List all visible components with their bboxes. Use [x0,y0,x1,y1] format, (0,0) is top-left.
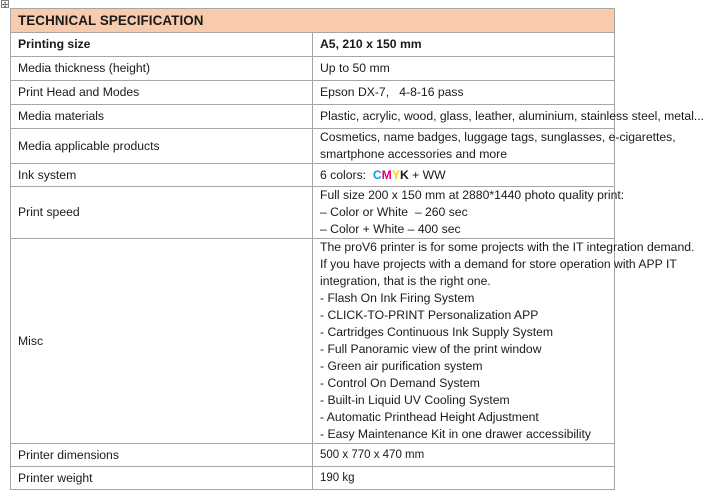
value-line: – Color + White – 400 sec [320,222,461,236]
row-label: Media materials [11,105,313,129]
value-line: The proV6 printer is for some projects with the IT integration demand. [320,240,695,254]
row-value: Up to 50 mm [313,57,615,81]
row-label: Printer weight [11,467,313,490]
value-line: - Cartridges Continuous Ink Supply System [320,325,554,339]
value-line: integration, that is the right one. [320,274,491,288]
value-line: - Built-in Liquid UV Cooling System [320,393,510,407]
row-label: Printer dimensions [11,444,313,467]
value-line: Cosmetics, name badges, luggage tags, sunglasses, e-cigarettes, [320,130,676,144]
table-row [11,81,615,105]
row-value [313,239,695,444]
row-label: Misc [11,239,313,444]
value-line: - Easy Maintenance Kit in one drawer accessibility [320,427,591,441]
ink-yellow: Y [391,167,400,182]
ink-black: K [399,167,409,182]
table-row [11,467,615,490]
table-row [11,444,615,467]
value-line: If you have projects with a demand for store operation with APP IT [320,257,677,271]
table-row [11,129,615,164]
table-move-handle-icon[interactable]: ✣ [2,1,8,9]
value-line: - Full Panoramic view of the print window [320,342,542,356]
ink-suffix: + WW [408,167,446,182]
row-label: Print Head and Modes [11,81,313,105]
value-line: Full size 200 x 150 mm at 2880*1440 photo quality print: [320,188,625,202]
row-value: A5, 210 x 150 mm [313,33,615,57]
table-row [11,164,615,187]
spec-table [10,8,704,490]
table-title: TECHNICAL SPECIFICATION [11,9,615,33]
row-label: Printing size [11,33,313,57]
table-row [11,239,615,444]
table-row [11,33,615,57]
value-line: smartphone accessories and more [320,147,507,161]
value-line: - Automatic Printhead Height Adjustment [320,410,539,424]
ink-prefix: 6 colors: [320,167,373,182]
row-label: Media thickness (height) [11,57,313,81]
value-line: - Flash On Ink Firing System [320,291,475,305]
value-line: – Color or White – 260 sec [320,205,468,219]
row-value [313,164,615,187]
row-value: 500 x 770 x 470 mm [313,444,615,467]
row-label: Print speed [11,187,313,239]
row-value: 190 kg [313,467,615,490]
ink-cyan: C [372,167,382,182]
row-value: Epson DX-7, 4-8-16 pass [313,81,615,105]
value-line: - Green air purification system [320,359,483,373]
value-line: - Control On Demand System [320,376,480,390]
table-row [11,57,615,81]
row-label: Ink system [11,164,313,187]
value-line: - CLICK-TO-PRINT Personalization APP [320,308,539,322]
table-row [11,105,615,129]
row-label: Media applicable products [11,129,313,164]
table-header-row [11,9,615,33]
row-value [313,129,676,164]
row-value: Plastic, acrylic, wood, glass, leather, aluminium, stainless steel, metal... [313,105,615,129]
ink-magenta: M [381,167,392,182]
table-row [11,187,615,239]
row-value [313,187,625,239]
